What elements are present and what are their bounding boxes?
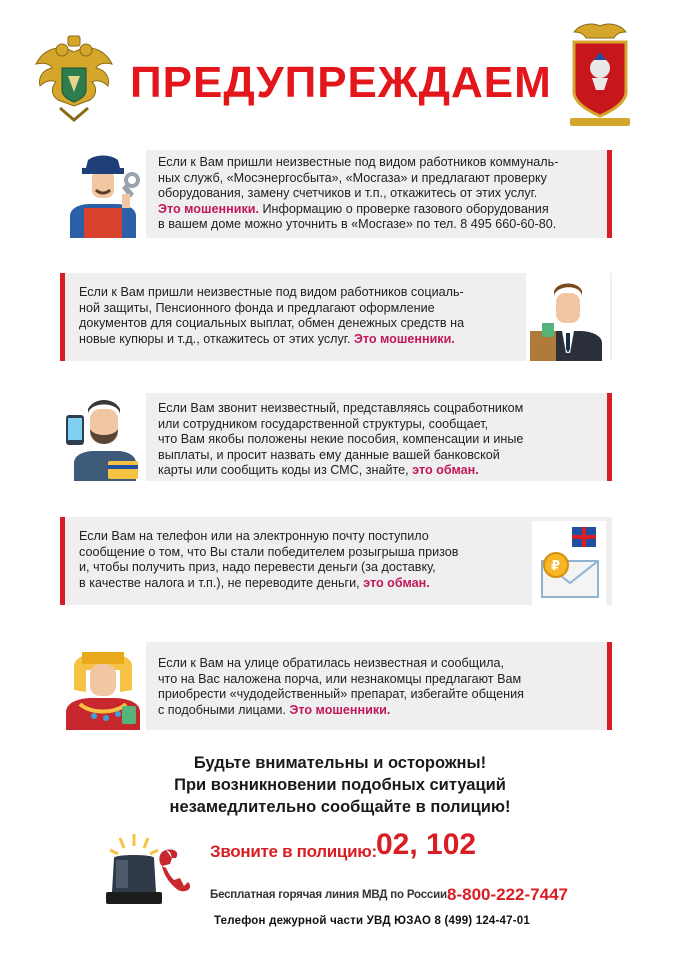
utility-worker-with-wrench-icon bbox=[60, 150, 146, 238]
safety-callout: Будьте внимательны и осторожны! При возникновении подобных ситуаций незамедлительно сообщайте в полицию! bbox=[169, 754, 511, 816]
page-title: ПРЕДУПРЕЖДАЕМ bbox=[130, 58, 552, 107]
warning-block-utility bbox=[60, 150, 612, 238]
bearded-man-with-phone-and-card-icon bbox=[60, 393, 146, 481]
warning-text: Если к Вам пришли неизвестные под видом работников коммуналь- ных служб, «Мосэнергосбыта», «Мосгаза» и предлагают проверку оборудования, замену счетчиков и т.п., откажитесь от этих услуг. Это мошенники. Информацию о проверке газового оборудования в вашем доме можно уточнить в «Мосгазе» по тел. 8 495 660-60-80. bbox=[158, 155, 559, 232]
warning-block-prize bbox=[60, 517, 612, 605]
scam-highlight: Это мошенники. bbox=[289, 702, 391, 717]
warning-block-street bbox=[60, 642, 612, 730]
scam-highlight: Это мошенники. bbox=[353, 331, 455, 346]
hotline-label: Бесплатная горячая линия МВД по России: bbox=[210, 889, 451, 901]
warning-text: Если к Вам на улице обратилась неизвестная и сообщила, что на Вас наложена порча, или незнакомцы предлагают Вам приобрести «чудодейственный» препарат, избегайте общения с подобными лицами. Это мошенники. bbox=[158, 656, 524, 717]
moscow-police-shield-emblem-icon bbox=[564, 22, 636, 132]
man-in-suit-with-folder-icon bbox=[526, 273, 610, 361]
svg-text:₽: ₽ bbox=[551, 559, 561, 574]
warning-block-social bbox=[60, 273, 612, 361]
siren-phone-icon bbox=[100, 832, 196, 910]
scam-highlight: Это мошенники. bbox=[158, 201, 259, 216]
police-numbers: 02, 102 bbox=[376, 828, 477, 861]
scam-highlight: это обман. bbox=[412, 463, 479, 478]
hotline-number: 8-800-222-7447 bbox=[447, 885, 568, 904]
warning-text: Если к Вам пришли неизвестные под видом работников социаль- ной защиты, Пенсионного фонда и предлагают оформление документов для социальных выплат, обмен денежных средств на новые купюры и т.д., откажитесь от этих услуг. Это мошенники. bbox=[79, 285, 465, 346]
warning-text: Если Вам звонит неизвестный, представляясь соцработником или сотрудником государственной структуры, сообщает, что Вам якобы положены некие пособия, компенсации и иные выплаты, и просит назвать ему данные вашей банковской карты или сообщить коды из СМС, знайте, это обман. bbox=[158, 401, 524, 478]
warning-text: Если Вам на телефон или на электронную почту поступило сообщение о том, что Вы стали победителем розыгрыша призов и, чтобы получить приз, надо перевести деньги (за доставку, в качестве налога и т.п.), не переводите деньги, это обман. bbox=[79, 529, 459, 590]
prosecutor-eagle-emblem-icon bbox=[30, 34, 118, 124]
fortune-teller-woman-icon bbox=[60, 642, 146, 730]
scam-highlight: это обман. bbox=[363, 575, 430, 590]
envelope-gift-coin-icon bbox=[532, 521, 606, 605]
call-police-label: Звоните в полицию: bbox=[210, 842, 377, 861]
warning-block-phone-call bbox=[60, 393, 612, 481]
duty-phone-line: Телефон дежурной части УВД ЮЗАО 8 (499) 124-47-01 bbox=[214, 915, 530, 927]
